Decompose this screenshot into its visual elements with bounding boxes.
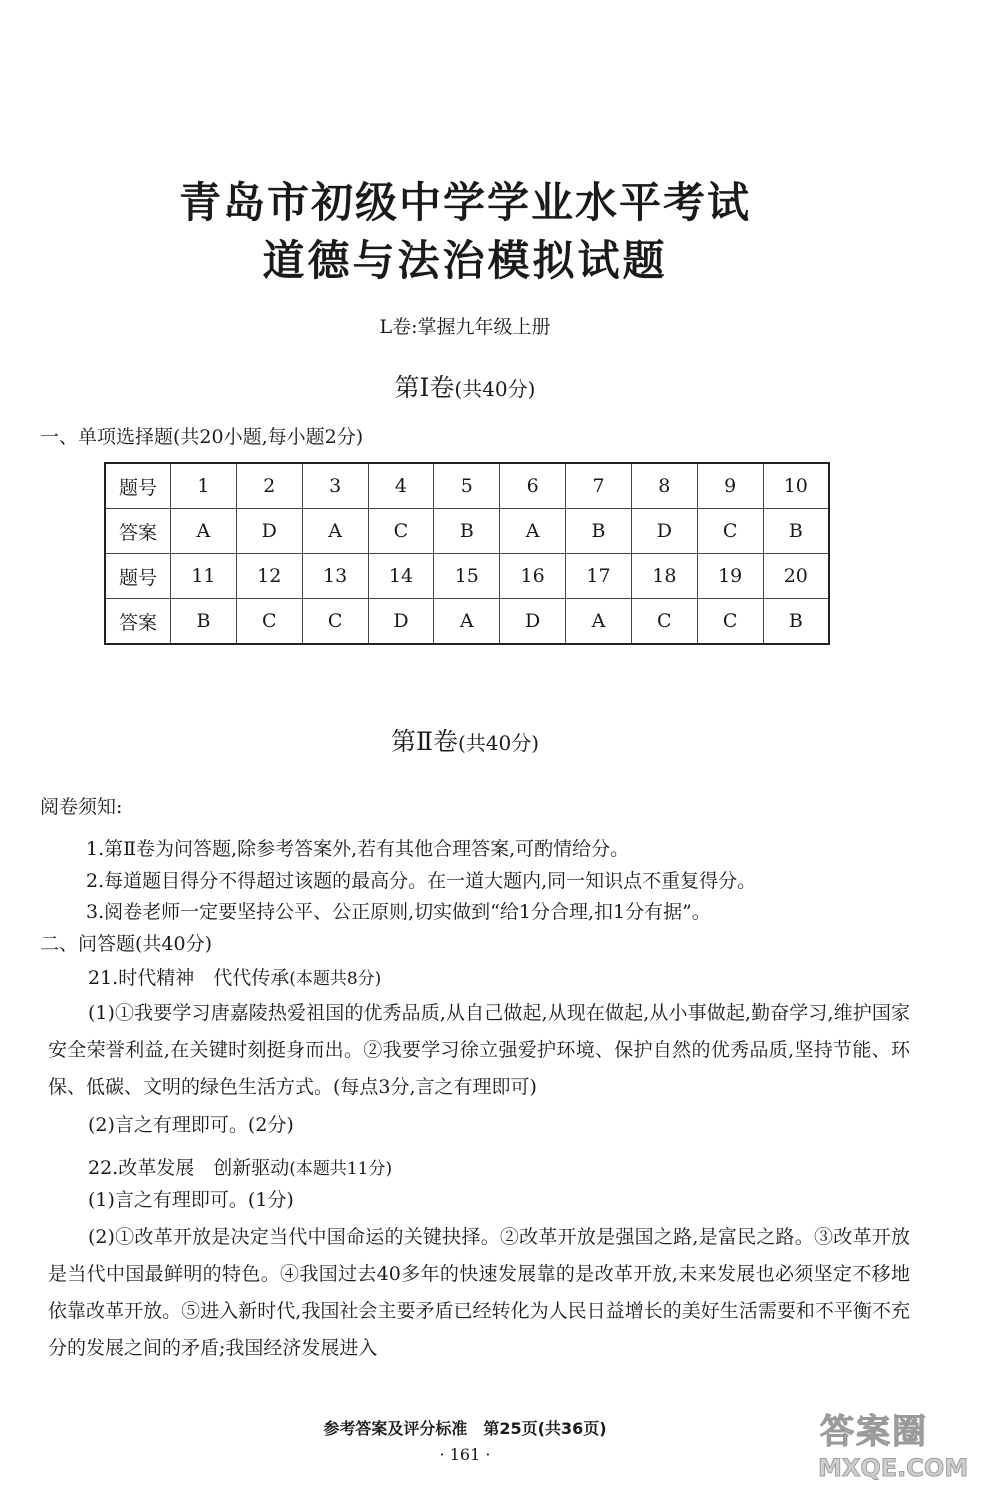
table-cell: 11 [171,554,237,599]
table-cell: C [368,509,434,554]
table-cell: A [302,509,368,554]
table-row [105,463,829,509]
table-cell: 12 [236,554,302,599]
table-cell: A [566,599,632,645]
exam-subtitle: 道德与法治模拟试题 [262,236,668,285]
table-cell: 19 [697,554,763,599]
table-cell: D [500,599,566,645]
table-cell: 3 [302,463,368,509]
table-cell: 5 [434,463,500,509]
notice-rule-2: 2.每道题目得分不得超过该题的最高分。在一道大题内,同一知识点不重复得分。 [86,870,757,892]
table-row-header: 题号 [105,554,171,599]
table-cell: D [236,509,302,554]
table-cell: 1 [171,463,237,509]
table-cell: D [368,599,434,645]
question-22-name: 22.改革发展 创新驱动 [88,1157,290,1179]
question-21-points: (本题共8分) [289,969,382,989]
table-cell: 20 [763,554,829,599]
part2-heading [0,722,930,758]
table-cell: 16 [500,554,566,599]
table-cell: A [434,599,500,645]
table-cell: 18 [631,554,697,599]
question-22-answer-2: (2)①改革开放是决定当代中国命运的关键抉择。②改革开放是强国之路,是富民之路。③改革开放是当代中国最鲜明的特色。④我国过去40多年的快速发展靠的是改革开放,未来发展也必须坚定不移地依靠改革开放。⑤进入新时代,我国社会主要矛盾已经转化为人民日益增长的美好生活需要和不平衡不充分的发展之间的矛盾;我国经济发展进入 [48,1226,910,1359]
notice-rule-3: 3.阅卷老师一定要坚持公平、公正原则,切实做到“给1分合理,扣1分有据”。 [86,901,711,923]
part2-score: (共40分) [457,731,540,755]
question-21-answer-1: (1)①我要学习唐嘉陵热爱祖国的优秀品质,从自己做起,从现在做起,从小事做起,勤奋学习,维护国家安全荣誉利益,在关键时刻挺身而出。②我要学习徐立强爱护环境、保护自然的优秀品质,坚持节能、环保、低碳、文明的绿色生活方式。(每点3分,言之有理即可) [48,1002,910,1098]
table-cell: B [763,599,829,645]
table-cell: C [697,599,763,645]
part1-title: 第Ⅰ卷 [394,373,455,402]
answer-table [104,462,830,645]
table-cell: 2 [236,463,302,509]
table-cell: A [171,509,237,554]
question-22-title [88,1153,392,1180]
volume-note: L卷:掌握九年级上册 [379,316,551,338]
table-cell: A [500,509,566,554]
table-cell: C [236,599,302,645]
table-cell: 17 [566,554,632,599]
notice-rule-1: 1.第Ⅱ卷为问答题,除参考答案外,若有其他合理答案,可酌情给分。 [86,838,630,860]
watermark-logo-text: 答案圈 [820,1412,928,1452]
notice-title: 阅卷须知: [40,796,123,818]
table-cell: 7 [566,463,632,509]
table-cell: 15 [434,554,500,599]
table-cell: 9 [697,463,763,509]
question-22-points: (本题共11分) [289,1159,393,1179]
table-cell: B [434,509,500,554]
question-21-name: 21.时代精神 代代传承 [88,967,290,989]
table-row [105,509,829,554]
watermark-logo [814,1404,992,1488]
question-21-answer-2: (2)言之有理即可。(2分) [88,1114,294,1136]
section1-heading: 一、单项选择题(共20小题,每小题2分) [40,426,364,448]
table-cell: C [631,599,697,645]
part1-score: (共40分) [454,377,536,401]
part1-heading [0,368,930,404]
table-cell: 13 [302,554,368,599]
table-cell: 14 [368,554,434,599]
page-footer: 参考答案及评分标准 第25页(共36页) [323,1419,607,1438]
table-cell: B [171,599,237,645]
table-cell: C [697,509,763,554]
table-row-header: 答案 [105,509,171,554]
table-cell: 10 [763,463,829,509]
page-number: · 161 · [439,1445,491,1464]
table-cell: 8 [631,463,697,509]
table-cell: D [631,509,697,554]
section2-heading: 二、问答题(共40分) [40,933,213,955]
table-row-header: 答案 [105,599,171,645]
exam-title: 青岛市初级中学学业水平考试 [178,178,751,227]
watermark-url: MXQE.COM [818,1454,969,1482]
table-cell: 4 [368,463,434,509]
table-cell: B [566,509,632,554]
question-22-answer-1: (1)言之有理即可。(1分) [88,1189,294,1211]
part2-title: 第Ⅱ卷 [390,727,458,756]
table-row [105,599,829,645]
table-cell: C [302,599,368,645]
table-cell: 6 [500,463,566,509]
table-row [105,554,829,599]
table-row-header: 题号 [105,463,171,509]
table-cell: B [763,509,829,554]
question-21-title [88,963,381,990]
